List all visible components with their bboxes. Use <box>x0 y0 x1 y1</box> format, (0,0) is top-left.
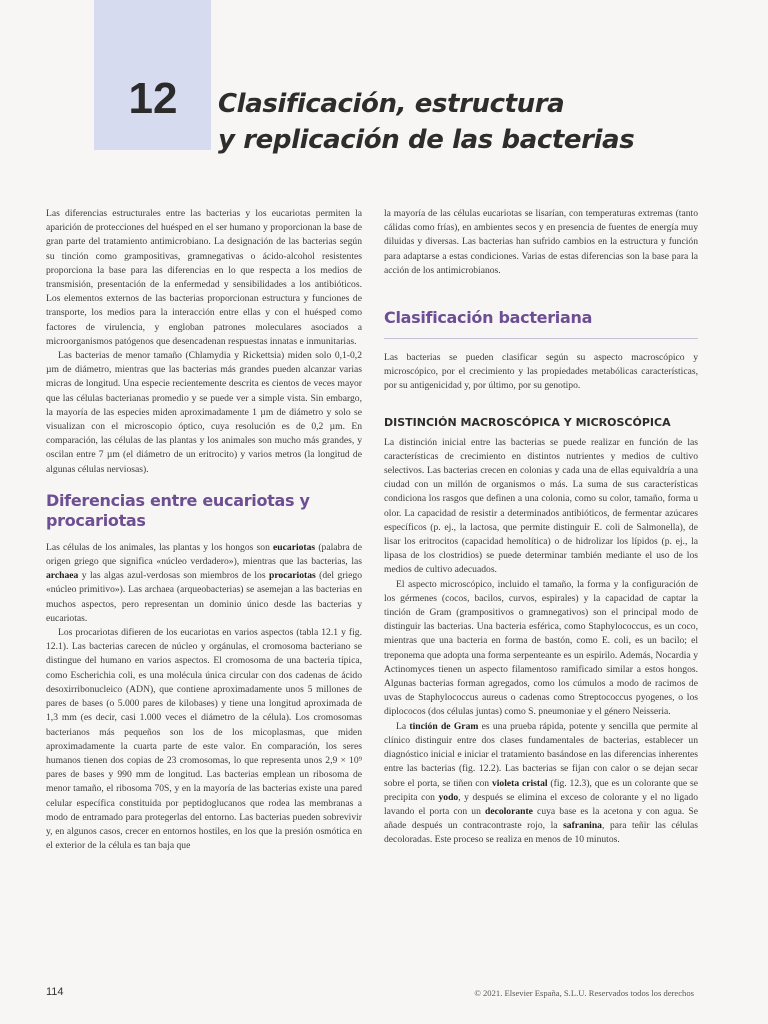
differences-paragraph-1: Las células de los animales, las plantas y los hongos son eucariotas (palabra de origen griego que significa «núcleo verdadero»), mientras que las bacterias, las archaea y las algas azul-verdosas son miembros de los procariotas (del griego «núcleo primitivo»). Las archaea (arqueobacterias) se asemejan a las bacterias en muchos aspectos, pero representan un dominio único desde las bacterias y eucariotas. <box>46 541 362 624</box>
chapter-title <box>218 86 738 158</box>
macro-paragraph-1: La distinción inicial entre las bacterias se puede realizar en función de las características de crecimiento en distintos nutrientes y medios de cultivo selectivos. Las bacterias crecen en colonias y cada una de ellas equivaldría a una ciudad con un millón de organismos o más. La suma de sus características condiciona los rasgos que definen a una colonia, como su color, tamaño, forma u olor. La capacidad de resistir a determinados antibióticos, de fermentar azúcares específicos (p. ej., la lactosa, que permite distinguir E. coli de Salmonella), de lisar los eritrocitos (capacidad hemolítica) o de hidrolizar los lípidos (p. ej., la lipasa de los clostridios) se puede determinar también mediante el uso de los medios de cultivo adecuados. <box>384 436 698 576</box>
left-column <box>46 207 362 853</box>
right-column <box>384 207 698 848</box>
page-number: 114 <box>46 986 64 998</box>
classification-paragraph: Las bacterias se pueden clasificar según su aspecto macroscópico y microscópico, por el crecimiento y las propiedades metabólicas características, por su antigenicidad y, por último, por su genotipo. <box>384 352 698 392</box>
chapter-title-line1: Clasificación, estructura <box>218 89 565 119</box>
chapter-number: 12 <box>128 74 178 123</box>
section-title-differences: Diferencias entre eucariotas y procariotas <box>46 490 310 530</box>
section-title-classification: Clasificación bacteriana <box>384 308 593 328</box>
differences-paragraph-2: Los procariotas difieren de los eucariotas en varios aspectos (tabla 12.1 y fig. 12.1). Las bacterias carecen de núcleo y orgánulas, el cromosoma bacteriano se distingue del humano en varios aspectos. El cromosoma de una bacteria típica, como Escherichia coli, es una molécula única circular con dos cadenas de ácido desoxirribonucleico (ADN), que contiene aproximadamente unos 5 millones de pares de bases (o 5.000 pares de kilobases) y tiene una longitud aproximada de 1,3 mm (es decir, casi 1.000 veces el diámetro de la célula). Los cromosomas bacterianos más pequeños son los de los micoplasmas, que miden aproximadamente la cuarta parte de este valor. En comparación, los seres humanos tienen dos copias de 23 cromosomas, lo que representa unos 2,9 × 10⁹ pares de bases y 990 mm de longitud. Las bacterias emplean un ribosoma de menor tamaño, el ribosoma 70S, y en la mayoría de las bacterias existe una pared celular específica constituida por peptidoglucanos que rodea las membranas a modo de entramado para protegerlas del entorno. Las bacterias pueden sobrevivir y, en algunos casos, crecer en entornos hostiles, en los que la presión osmótica en el exterior de la célula es tan baja que <box>46 627 362 852</box>
intro-paragraph-1: Las diferencias estructurales entre las bacterias y los eucariotas permiten la aparición de protecciones del huésped en el ser humano y proporcionan la base de gran parte del tratamiento antimicrobiano. La designación de las bacterias según su tinción como grampositivas, gramnegativas o ácido-alcohol resistentes proporciona la base para las diferencias en lo que respecta a los medios de transmisión, presentación de la enfermedad y sensibilidades a los antibióticos. Los elementos externos de las bacterias proporcionan estructura y funciones de transporte, los medios para la interacción entre ellas y con el huésped como factores de virulencia, y engloban patrones moleculares asociados a microorganismos patógenos que desencadenan respuestas innatas e inmunitarias. <box>46 208 362 347</box>
chapter-title-line2: y replicación de las bacterias <box>218 125 635 155</box>
section-divider <box>384 338 698 339</box>
gram-paragraph: La tinción de Gram es una prueba rápida, potente y sencilla que permite al clínico distinguir entre dos clases fundamentales de bacterias, establecer un diagnóstico inicial e iniciar el tratamiento basándose en las diferencias inherentes entre las bacterias (fig. 12.2). Las bacterias se fijan con calor o se dejan secar sobre el porta, se tiñen con violeta cristal (fig. 12.3), que es un colorante que se precipita con yodo, y después se elimina el exceso de colorante y el no ligado lavando el porta con un decolorante cuya base es la acetona y con agua. Se añade después un contracontraste rojo, la safranina, para teñir las células decoloradas. Este proceso se realiza en menos de 10 minutos. <box>384 720 699 846</box>
macro-paragraph-2: El aspecto microscópico, incluido el tamaño, la forma y la configuración de los gérmenes (cocos, bacilos, curvos, espirales) y la capacidad de captar la tinción de Gram (grampositivos o gramnegativos) son el principal modo de distinguir las bacterias. Una bacteria esférica, como Staphylococcus, es un coco, mientras que una bacteria en forma de bastón, como E. coli, es un bacilo; el treponema que adopta una forma serpenteante es un espirilo. Además, Nocardia y Actinomyces tienen un aspecto filamentoso ramificado similar a estos hongos. Algunas bacterias forman agregados, como los cúmulos a modo de racimos de uvas de Staphylococcus aureus o cadenas como Streptococcus pyogenes, o los diplococos (dos células juntas) como S. pneumoniae y el género Neisseria. <box>384 578 698 718</box>
copyright-notice: © 2021. Elsevier España, S.L.U. Reservados todos los derechos <box>474 988 694 998</box>
continuation-paragraph: la mayoría de las células eucariotas se lisarían, con temperaturas extremas (tanto cálidas como frías), en ambientes secos y en presencia de fuentes de energía muy diluidas y diversas. Las bacterias han sufrido cambios en la estructura y función para adaptarse a estas condiciones. Varias de estas diferencias son la base para la acción de los antimicrobianos. <box>384 208 698 276</box>
subsection-title-macro-micro: DISTINCIÓN MACROSCÓPICA Y MICROSCÓPICA <box>384 415 671 429</box>
intro-paragraph-2: Las bacterias de menor tamaño (Chlamydia y Rickettsia) miden solo 0,1-0,2 µm de diámetro, mientras que las bacterias más grandes pueden alcanzar varias micras de longitud. Una especie recientemente descrita es cientos de veces mayor que las células bacterianas promedio y se puede ver a simple vista. Sin embargo, la mayoría de las especies miden aproximadamente 1 µm de diámetro y solo se visualizan con el microscopio óptico, cuya resolución es de 0,2 µm. En comparación, las células de las plantas y los animales son mucho más grandes, y oscilan entre 7 µm (el diámetro de un eritrocito) y varios metros (la longitud de algunas células nerviosas). <box>46 350 362 475</box>
